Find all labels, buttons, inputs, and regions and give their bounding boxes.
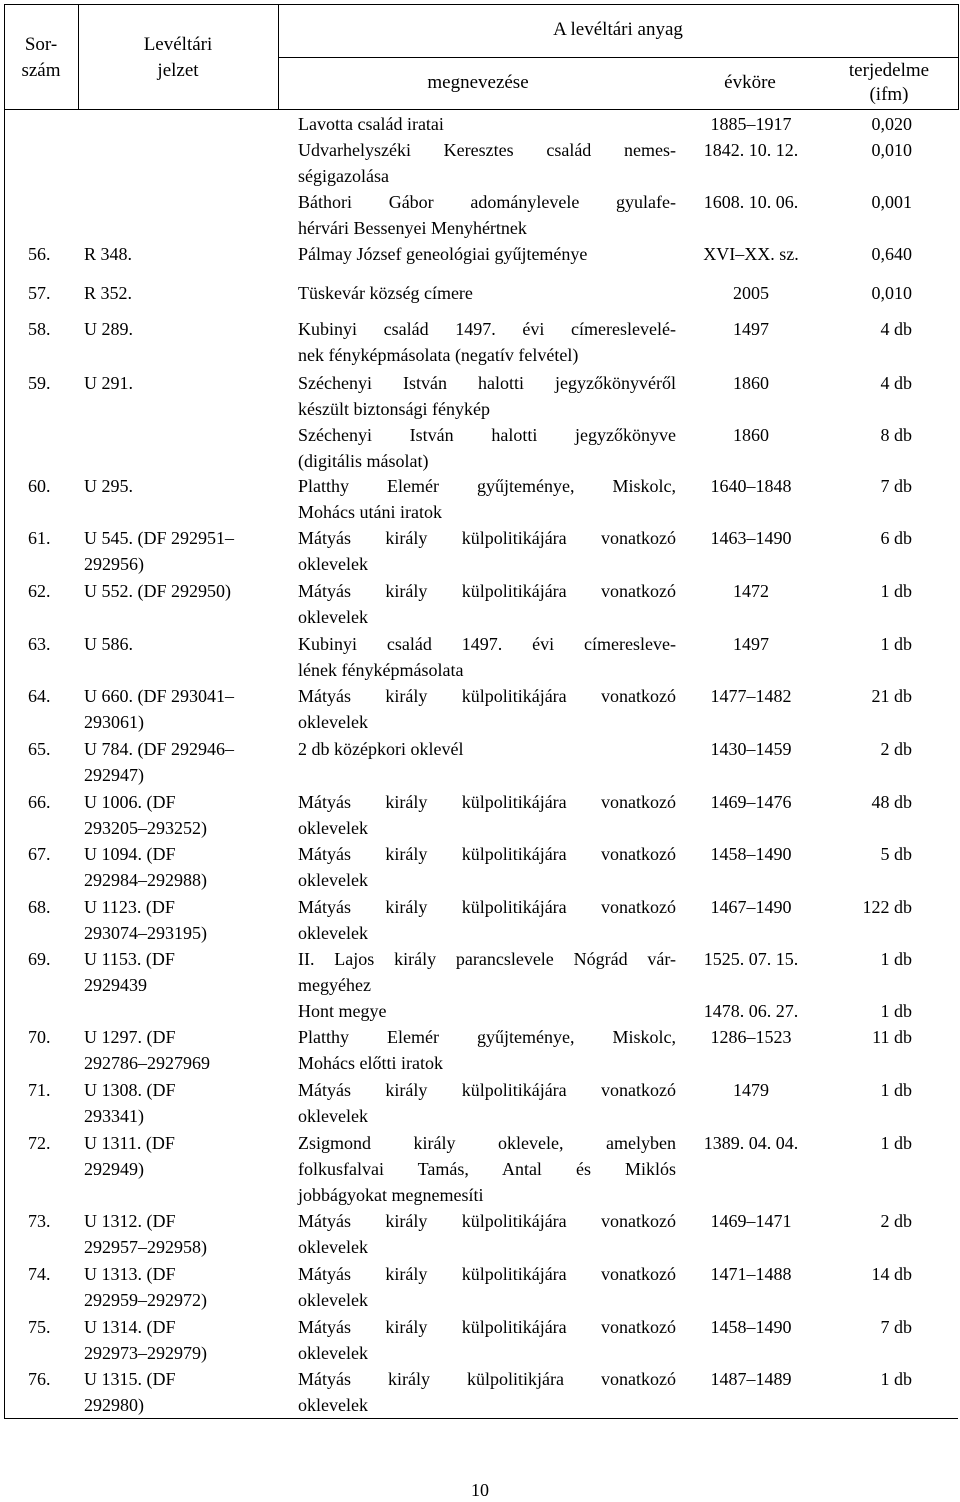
row-date-range: 1286–1523 xyxy=(710,1027,792,1047)
row-signature: R 348. xyxy=(84,244,133,264)
row-number: 58. xyxy=(28,319,51,339)
row-number: 72. xyxy=(28,1133,51,1153)
row-number: 76. xyxy=(28,1369,51,1389)
row-signature: U 1313. (DF xyxy=(84,1264,176,1284)
row-description-line: Báthori Gábor adománylevele gyulafe- xyxy=(298,192,676,212)
row-extent: 48 db xyxy=(871,792,912,812)
header-terjedelme-2: (ifm) xyxy=(869,84,909,105)
row-date-range: 1478. 06. 27. xyxy=(703,1001,799,1021)
row-description-line: Kubinyi család 1497. évi címereslevelé- xyxy=(298,319,676,339)
row-signature: U 295. xyxy=(84,476,133,496)
row-number: 70. xyxy=(28,1027,51,1047)
row-extent: 1 db xyxy=(880,949,912,969)
row-signature: U 1312. (DF xyxy=(84,1211,176,1231)
row-description-line: oklevelek xyxy=(298,870,368,890)
row-extent: 8 db xyxy=(880,425,912,445)
row-number: 65. xyxy=(28,739,51,759)
row-number: 60. xyxy=(28,476,51,496)
row-date-range: 1467–1490 xyxy=(710,897,792,917)
row-number: 62. xyxy=(28,581,51,601)
row-description-line: Tüskevár község címere xyxy=(298,283,473,303)
row-date-range: 1458–1490 xyxy=(710,1317,792,1337)
row-signature: 292980) xyxy=(84,1395,144,1415)
row-description-line: Mátyás király külpolitikjára vonatkozó xyxy=(298,1369,676,1389)
row-signature: 293205–293252) xyxy=(84,818,207,838)
row-description-line: oklevelek xyxy=(298,554,368,574)
row-signature: U 1094. (DF xyxy=(84,844,176,864)
header-group-title: A levéltári anyag xyxy=(553,19,683,40)
row-number: 57. xyxy=(28,283,51,303)
row-extent: 0,640 xyxy=(871,244,912,264)
row-number: 64. xyxy=(28,686,51,706)
row-signature: 292956) xyxy=(84,554,144,574)
row-signature: U 545. (DF 292951– xyxy=(84,528,235,548)
row-extent: 2 db xyxy=(880,1211,912,1231)
header-bottom-line xyxy=(4,109,958,110)
row-date-range: 2005 xyxy=(733,283,769,303)
page-number: 10 xyxy=(471,1480,489,1500)
row-extent: 14 db xyxy=(871,1264,912,1284)
row-description-line: ségigazolása xyxy=(298,166,389,186)
row-date-range: 1477–1482 xyxy=(710,686,792,706)
row-extent: 21 db xyxy=(871,686,912,706)
row-description-line: oklevelek xyxy=(298,607,368,627)
row-description-line: Udvarhelyszéki Keresztes család nemes- xyxy=(298,140,676,160)
row-description-line: Platthy Elemér gyűjteménye, Miskolc, xyxy=(298,1027,676,1047)
row-extent: 1 db xyxy=(880,1001,912,1021)
header-megnevezese: megnevezése xyxy=(427,72,529,93)
header-terjedelme-1: terjedelme xyxy=(848,60,930,81)
row-date-range: 1487–1489 xyxy=(710,1369,792,1389)
row-date-range: 1389. 04. 04. xyxy=(703,1133,799,1153)
row-description-line: II. Lajos király parancslevele Nógrád vár- xyxy=(298,949,676,969)
row-signature: U 1006. (DF xyxy=(84,792,176,812)
row-description-line: Mátyás király külpolitikájára vonatkozó xyxy=(298,844,676,864)
row-description-line: 2 db középkori oklevél xyxy=(298,739,464,759)
row-description-line: Mátyás király külpolitikájára vonatkozó xyxy=(298,1080,676,1100)
row-description-line: Kubinyi család 1497. évi címeresleve- xyxy=(298,634,676,654)
table-border-top xyxy=(4,4,958,5)
row-extent: 6 db xyxy=(880,528,912,548)
row-date-range: 1430–1459 xyxy=(710,739,792,759)
row-description-line: oklevelek xyxy=(298,712,368,732)
row-number: 61. xyxy=(28,528,51,548)
row-signature: U 1123. (DF xyxy=(84,897,175,917)
row-signature: U 291. xyxy=(84,373,133,393)
row-signature: U 1153. (DF xyxy=(84,949,175,969)
row-description-line: oklevelek xyxy=(298,923,368,943)
table-border-right xyxy=(958,4,959,110)
row-description-line: Mohács utáni iratok xyxy=(298,502,442,522)
row-description-line: oklevelek xyxy=(298,1237,368,1257)
row-date-range: 1885–1917 xyxy=(710,114,792,134)
row-extent: 7 db xyxy=(880,1317,912,1337)
row-description-line: Mátyás király külpolitikájára vonatkozó xyxy=(298,792,676,812)
row-signature: 292973–292979) xyxy=(84,1343,207,1363)
row-extent: 1 db xyxy=(880,1369,912,1389)
row-signature: U 784. (DF 292946– xyxy=(84,739,235,759)
row-number: 67. xyxy=(28,844,51,864)
row-date-range: 1469–1476 xyxy=(710,792,792,812)
row-extent: 0,010 xyxy=(871,140,912,160)
row-extent: 2 db xyxy=(880,739,912,759)
row-description-line: Platthy Elemér gyűjteménye, Miskolc, xyxy=(298,476,676,496)
header-sorszam-2: szám xyxy=(21,60,61,81)
row-description-line: lének fényképmásolata xyxy=(298,660,464,680)
header-jelzet-1: Levéltári xyxy=(143,34,213,55)
row-date-range: 1860 xyxy=(733,373,769,393)
row-date-range: 1479 xyxy=(733,1080,769,1100)
row-description-line: Mátyás király külpolitikájára vonatkozó xyxy=(298,581,676,601)
row-signature: U 289. xyxy=(84,319,133,339)
row-number: 74. xyxy=(28,1264,51,1284)
row-number: 66. xyxy=(28,792,51,812)
row-description-line: Pálmay József geneológiai gyűjteménye xyxy=(298,244,588,264)
row-description-line: Mátyás király külpolitikájára vonatkozó xyxy=(298,528,676,548)
row-signature: 292786–2927969 xyxy=(84,1053,210,1073)
row-extent: 1 db xyxy=(880,581,912,601)
row-description-line: megyéhez xyxy=(298,975,371,995)
row-date-range: 1471–1488 xyxy=(710,1264,792,1284)
row-date-range: 1525. 07. 15. xyxy=(703,949,799,969)
row-signature: 292984–292988) xyxy=(84,870,207,890)
row-extent: 122 db xyxy=(862,897,912,917)
row-extent: 0,001 xyxy=(871,192,912,212)
row-description-line: Zsigmond király oklevele, amelyben xyxy=(298,1133,676,1153)
row-signature: 293074–293195) xyxy=(84,923,207,943)
row-signature: 292959–292972) xyxy=(84,1290,207,1310)
row-description-line: Széchenyi István halotti jegyzőkönyve xyxy=(298,425,676,445)
row-extent: 5 db xyxy=(880,844,912,864)
row-date-range: 1463–1490 xyxy=(710,528,792,548)
row-description-line: jobbágyokat megnemesíti xyxy=(298,1185,484,1205)
row-description-line: Mátyás király külpolitikájára vonatkozó xyxy=(298,1264,676,1284)
row-description-line: folkusfalvai Tamás, Antal és Miklós xyxy=(298,1159,676,1179)
row-signature: U 1297. (DF xyxy=(84,1027,176,1047)
row-description-line: Mátyás király külpolitikájára vonatkozó xyxy=(298,1211,676,1231)
row-number: 71. xyxy=(28,1080,51,1100)
row-date-range: 1842. 10. 12. xyxy=(703,140,799,160)
row-description-line: oklevelek xyxy=(298,1290,368,1310)
row-date-range: 1497 xyxy=(733,634,769,654)
row-extent: 4 db xyxy=(880,373,912,393)
row-date-range: 1860 xyxy=(733,425,769,445)
row-extent: 11 db xyxy=(872,1027,912,1047)
row-signature: R 352. xyxy=(84,283,133,303)
row-date-range: 1497 xyxy=(733,319,769,339)
row-signature: 293341) xyxy=(84,1106,144,1126)
row-extent: 0,020 xyxy=(871,114,912,134)
row-description-line: (digitális másolat) xyxy=(298,451,429,471)
row-extent: 4 db xyxy=(880,319,912,339)
row-date-range: XVI–XX. sz. xyxy=(703,244,799,264)
row-description-line: Mátyás király külpolitikájára vonatkozó xyxy=(298,1317,676,1337)
row-description-line: oklevelek xyxy=(298,1106,368,1126)
row-description-line: nek fényképmásolata (negatív felvétel) xyxy=(298,345,579,365)
header-sorszam-1: Sor- xyxy=(24,34,58,55)
row-date-range: 1640–1848 xyxy=(710,476,792,496)
table-border-left xyxy=(4,4,5,1418)
row-number: 68. xyxy=(28,897,51,917)
row-signature: 292949) xyxy=(84,1159,144,1179)
row-date-range: 1472 xyxy=(733,581,769,601)
row-extent: 1 db xyxy=(880,1080,912,1100)
row-signature: U 1311. (DF xyxy=(84,1133,175,1153)
row-extent: 1 db xyxy=(880,1133,912,1153)
row-description-line: oklevelek xyxy=(298,818,368,838)
row-number: 56. xyxy=(28,244,51,264)
row-description-line: oklevelek xyxy=(298,1395,368,1415)
row-description-line: Mohács előtti iratok xyxy=(298,1053,443,1073)
header-jelzet-2: jelzet xyxy=(157,60,199,81)
row-number: 63. xyxy=(28,634,51,654)
row-date-range: 1458–1490 xyxy=(710,844,792,864)
row-description-line: Hont megye xyxy=(298,1001,387,1021)
row-description-line: Lavotta család iratai xyxy=(298,114,444,134)
row-number: 75. xyxy=(28,1317,51,1337)
row-description-line: Mátyás király külpolitikájára vonatkozó xyxy=(298,686,676,706)
row-description-line: készült biztonsági fénykép xyxy=(298,399,490,419)
row-description-line: Széchenyi István halotti jegyzőkönyvéről xyxy=(298,373,676,393)
row-number: 59. xyxy=(28,373,51,393)
table-border-bottom xyxy=(4,1418,958,1419)
row-number: 73. xyxy=(28,1211,51,1231)
row-signature: U 1308. (DF xyxy=(84,1080,176,1100)
row-extent: 1 db xyxy=(880,634,912,654)
row-signature: U 552. (DF 292950) xyxy=(84,581,231,601)
row-signature: 2929439 xyxy=(84,975,147,995)
row-date-range: 1469–1471 xyxy=(710,1211,792,1231)
row-signature: U 660. (DF 293041– xyxy=(84,686,235,706)
row-extent: 0,010 xyxy=(871,283,912,303)
row-number: 69. xyxy=(28,949,51,969)
row-extent: 7 db xyxy=(880,476,912,496)
row-signature: 293061) xyxy=(84,712,144,732)
row-signature: 292947) xyxy=(84,765,144,785)
row-description-line: Mátyás király külpolitikájára vonatkozó xyxy=(298,897,676,917)
row-date-range: 1608. 10. 06. xyxy=(703,192,799,212)
row-signature: 292957–292958) xyxy=(84,1237,207,1257)
row-signature: U 1315. (DF xyxy=(84,1369,176,1389)
row-signature: U 1314. (DF xyxy=(84,1317,176,1337)
row-signature: U 586. xyxy=(84,634,133,654)
row-description-line: oklevelek xyxy=(298,1343,368,1363)
row-description-line: hérvári Bessenyei Menyhértnek xyxy=(298,218,527,238)
header-evkore: évköre xyxy=(724,72,776,93)
